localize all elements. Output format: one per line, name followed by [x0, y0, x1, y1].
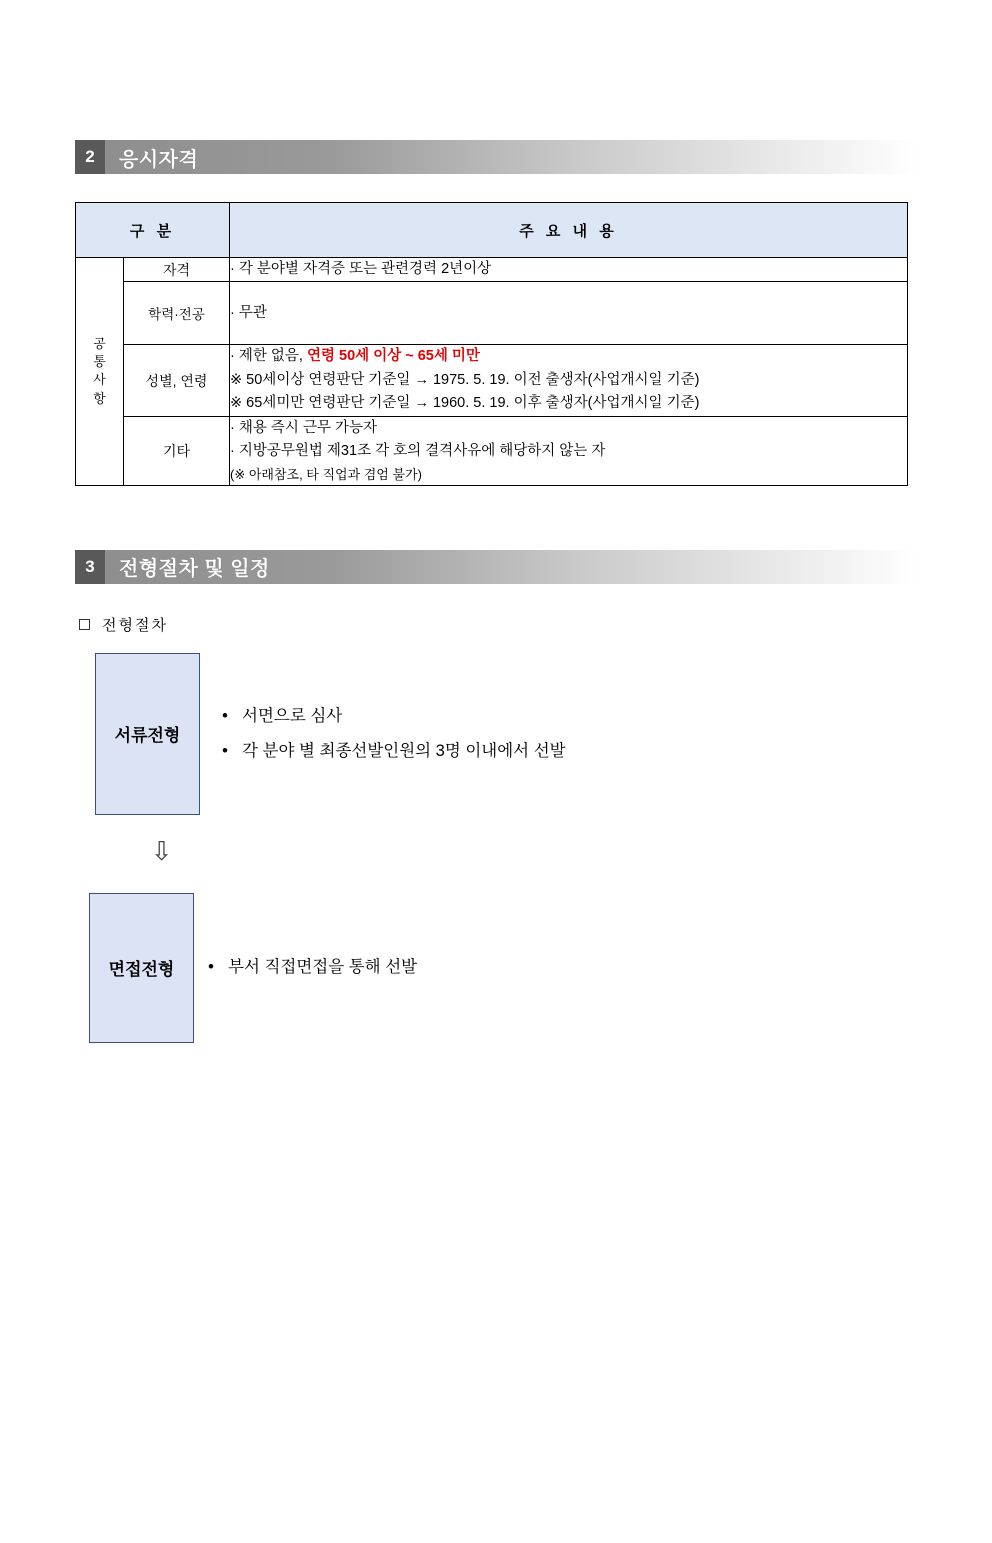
row-content	[230, 345, 908, 416]
table-header-content: 주 요 내 용	[230, 203, 908, 258]
row-content	[230, 258, 908, 282]
row-division-label: 자격	[124, 258, 230, 282]
section-header-procedure	[75, 550, 917, 584]
group-label-text: 공 통 사 항	[93, 336, 106, 406]
step-name-box: 면접전형	[89, 893, 194, 1043]
table-row	[76, 258, 908, 282]
row-content-line	[230, 345, 907, 368]
row-division-label: 학력·전공	[124, 282, 230, 345]
step-detail-list	[200, 653, 566, 815]
row-content-line: · 채용 즉시 근무 가능자	[230, 419, 378, 436]
list-item	[208, 956, 417, 979]
row-division-label: 기타	[124, 416, 230, 485]
row-content	[230, 416, 908, 485]
bullet-icon: •	[222, 740, 228, 760]
table-header-division: 구 분	[76, 203, 230, 258]
bullet-icon: •	[222, 705, 228, 725]
square-bullet-icon	[79, 619, 90, 630]
row-division-label: 성별, 연령	[124, 345, 230, 416]
down-arrow-icon: ⇩	[150, 835, 173, 866]
list-item-label: 서면으로 심사	[242, 706, 343, 725]
section-title: 전형절차 및 일정	[119, 558, 270, 581]
row-content-line: · 무관	[230, 304, 267, 321]
step-name-box: 서류전형	[95, 653, 200, 815]
row-content-note: (※ 아래참조, 타 직업과 겸엄 불가)	[230, 466, 422, 482]
subsection-label	[75, 614, 917, 635]
document-page	[0, 140, 992, 1543]
procedure-step-1	[95, 653, 917, 815]
section-title-bar	[105, 550, 917, 584]
section-number: 3	[75, 550, 105, 584]
section-title: 응시자격	[119, 148, 199, 171]
step-detail-list	[194, 893, 417, 1043]
list-item	[222, 740, 566, 763]
row-content	[230, 282, 908, 345]
procedure-step-2	[89, 893, 917, 1043]
qualification-table	[75, 202, 908, 486]
row-content-line: ※ 65세미만 연령판단 기준일 → 1960. 5. 19. 이후 출생자(사업개시일 기준)	[230, 395, 700, 412]
list-item-label: 각 분야 별 최종선발인원의 3명 이내에서 선발	[242, 741, 566, 760]
line-prefix: · 제한 없음,	[230, 348, 307, 365]
section-title-bar	[105, 140, 917, 174]
age-highlight: 연령 50세 이상 ~ 65세 미만	[306, 348, 480, 365]
section-header-qualification	[75, 140, 917, 174]
row-content-line: · 지방공무원법 제31조 각 호의 결격사유에 해당하지 않는 자	[230, 443, 606, 460]
table-group-label	[76, 258, 124, 486]
section-number: 2	[75, 140, 105, 174]
table-row	[76, 416, 908, 485]
subsection-label-text: 전형절차	[102, 616, 168, 634]
bullet-icon: •	[208, 957, 214, 977]
table-row	[76, 345, 908, 416]
list-item	[222, 705, 566, 728]
table-header-row	[76, 203, 908, 258]
row-content-line: · 각 분야별 자격증 또는 관련경력 2년이상	[230, 261, 492, 277]
row-content-line: ※ 50세이상 연령판단 기준일 → 1975. 5. 19. 이전 출생자(사업개시일 기준)	[230, 371, 700, 388]
list-item-label: 부서 직접면접을 통해 선발	[228, 958, 418, 977]
table-row	[76, 282, 908, 345]
